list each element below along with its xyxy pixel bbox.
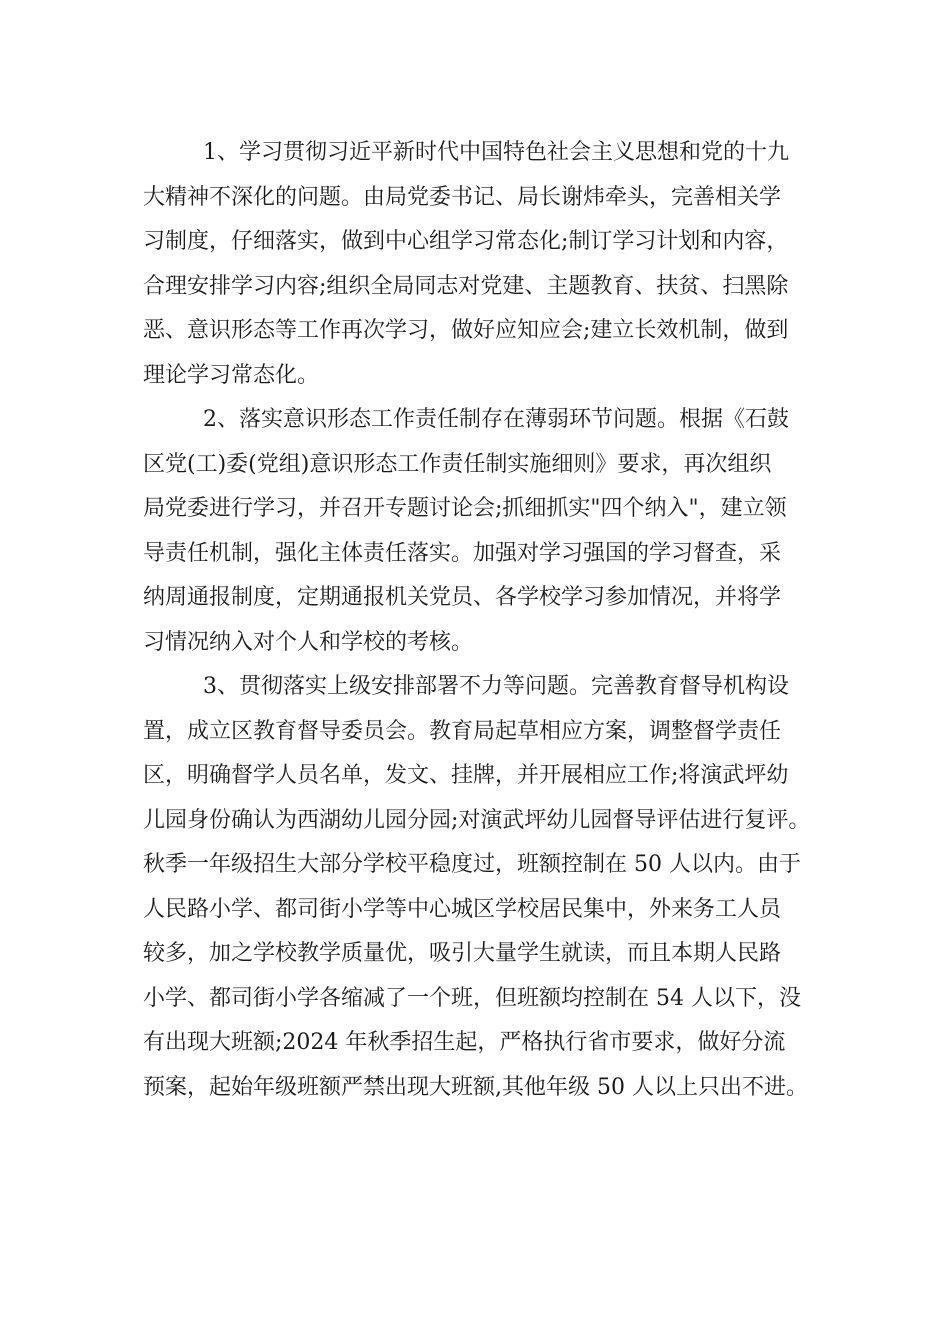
paragraph-line: 预案，起始年级班额严禁出现大班额,其他年级 50 人以上只出不进。 xyxy=(143,1074,808,1100)
paragraph-3 xyxy=(143,665,813,1110)
paragraph-line: 恶、意识形态等工作再次学习，做好应知应会;建立长效机制，做到 xyxy=(143,318,789,343)
paragraph-line: 3、贯彻落实上级安排部署不力等问题。完善教育督导机构设 xyxy=(203,674,789,699)
paragraph-line: 小学、都司街小学各缩减了一个班，但班额均控制在 54 人以下，没 xyxy=(143,985,801,1011)
document-body xyxy=(143,131,813,1110)
paragraph-line: 秋季一年级招生大部分学校平稳度过，班额控制在 50 人以内。由于 xyxy=(143,852,801,877)
paragraph-line: 区，明确督学人员名单，发文、挂牌，并开展相应工作;将演武坪幼 xyxy=(143,763,789,788)
paragraph-line: 理论学习常态化。 xyxy=(143,362,320,388)
paragraph-line: 儿园身份确认为西湖幼儿园分园;对演武坪幼儿园督导评估进行复评。 xyxy=(143,807,811,833)
paragraph-line: 纳周通报制度，定期通报机关党员、各学校学习参加情况，并将学 xyxy=(143,585,782,610)
paragraph-line: 大精神不深化的问题。由局党委书记、局长谢炜牵头，完善相关学 xyxy=(143,184,782,210)
paragraph-line: 1、学习贯彻习近平新时代中国特色社会主义思想和党的十九 xyxy=(203,140,789,165)
paragraph-line: 习制度，仔细落实，做到中心组学习常态化;制订学习计划和内容， xyxy=(143,229,789,254)
paragraph-1 xyxy=(143,131,813,398)
paragraph-line: 2、落实意识形态工作责任制存在薄弱环节问题。根据《石鼓 xyxy=(203,407,789,432)
paragraph-line: 有出现大班额;2024 年秋季招生起，严格执行省市要求，做好分流 xyxy=(143,1030,786,1055)
paragraph-2 xyxy=(143,398,813,665)
paragraph-line: 合理安排学习内容;组织全局同志对党建、主题教育、扶贫、扫黑除 xyxy=(143,273,789,299)
paragraph-line: 局党委进行学习，并召开专题讨论会;抓细抓实"四个纳入"，建立领 xyxy=(143,496,787,521)
paragraph-line: 人民路小学、都司街小学等中心城区学校居民集中，外来务工人员 xyxy=(143,896,782,922)
paragraph-line: 导责任机制，强化主体责任落实。加强对学习强国的学习督查，采 xyxy=(143,540,782,566)
paragraph-line: 区党(工)委(党组)意识形态工作责任制实施细则》要求，再次组织 xyxy=(143,451,772,477)
paragraph-line: 置，成立区教育督导委员会。教育局起草相应方案，调整督学责任 xyxy=(143,718,782,744)
paragraph-line: 较多，加之学校教学质量优，吸引大量学生就读，而且本期人民路 xyxy=(143,941,782,966)
paragraph-line: 习情况纳入对个人和学校的考核。 xyxy=(143,629,474,655)
